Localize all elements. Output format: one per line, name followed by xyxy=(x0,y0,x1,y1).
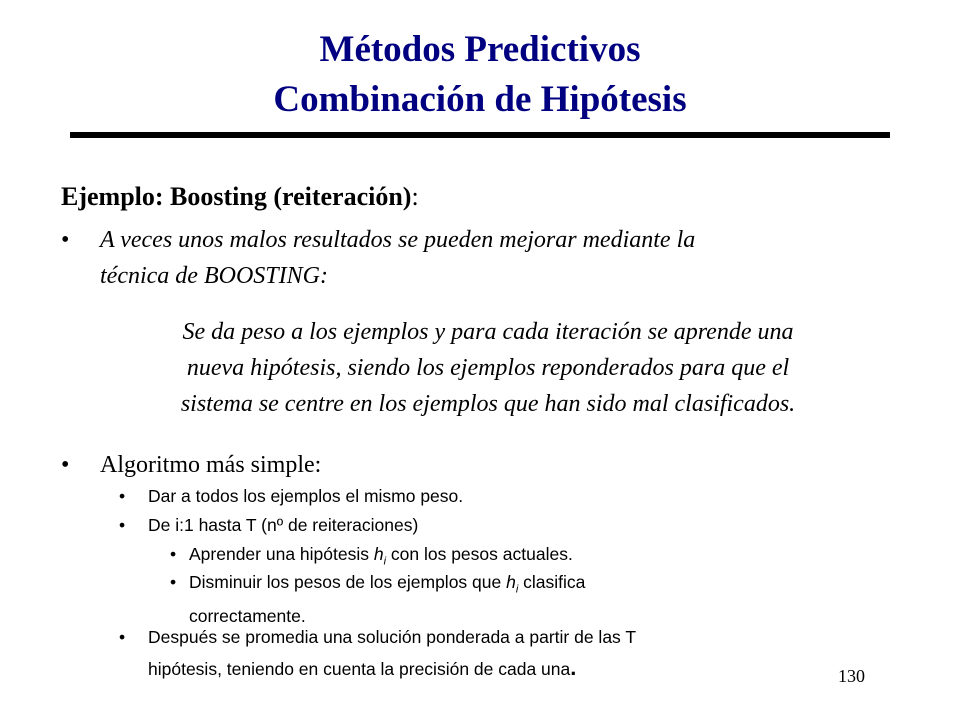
step-3-line1: Después se promedia una solución ponderada a partir de las T xyxy=(148,627,637,647)
step-2b-post: clasifica xyxy=(518,572,586,592)
algorithm-step-1 xyxy=(119,483,463,509)
step-2-text: De i:1 hasta T (nº de reiteraciones) xyxy=(148,515,419,535)
step-3-period: . xyxy=(570,655,577,680)
algorithm-step-3 xyxy=(119,624,839,687)
step-2a-var-sub: i xyxy=(383,555,387,568)
algorithm-heading: Algoritmo más simple: xyxy=(100,452,322,478)
step-2a-pre: Aprender una hipótesis xyxy=(189,544,374,564)
step-2b-line2: correctamente. xyxy=(189,605,306,626)
step-2b-text xyxy=(189,569,770,603)
bullet-icon: • xyxy=(170,572,177,592)
step-3-line2 xyxy=(148,650,839,687)
algorithm-bullet xyxy=(61,449,321,481)
bullet-icon: • xyxy=(119,515,126,535)
step-2b-var xyxy=(506,572,519,596)
intro-bullet xyxy=(61,222,861,294)
step-2a-var xyxy=(373,544,387,568)
step-2b-pre: Disminuir los pesos de los ejemplos que xyxy=(189,572,507,592)
title-divider xyxy=(70,132,890,138)
description-line2: nueva hipótesis, siendo los ejemplos reponderados para que el xyxy=(186,355,790,381)
slide-title-line1: Métodos Predictivos xyxy=(319,29,641,70)
bullet-icon: • xyxy=(61,227,70,253)
algorithm-step-2 xyxy=(119,512,418,538)
step-2a-post: con los pesos actuales. xyxy=(386,544,573,564)
step-2b-var-sub: i xyxy=(515,583,519,596)
description-line3: sistema se centre en los ejemplos que han sido mal clasificados. xyxy=(180,391,796,417)
slide-title-line2: Combinación de Hipótesis xyxy=(273,79,687,120)
boosting-description xyxy=(108,314,868,422)
bullet-icon: • xyxy=(119,627,126,647)
section-heading-text: Ejemplo: Boosting (reiteración) xyxy=(61,182,412,211)
description-line1: Se da peso a los ejemplos y para cada iteración se aprende una xyxy=(182,319,794,345)
bullet-icon: • xyxy=(61,452,70,478)
step-3-line2-text: hipótesis, teniendo en cuenta la precisión de cada una xyxy=(148,659,571,679)
step-2a-var-letter: h xyxy=(373,544,384,564)
step-2b-var-letter: h xyxy=(506,572,516,592)
page-number: 130 xyxy=(838,666,865,686)
step-1-text: Dar a todos los ejemplos el mismo peso. xyxy=(148,486,464,506)
section-heading-colon: : xyxy=(411,182,419,211)
intro-bullet-line2: técnica de BOOSTING: xyxy=(100,263,328,289)
section-heading xyxy=(61,181,419,213)
bullet-icon: • xyxy=(170,544,177,564)
intro-bullet-line1: A veces unos malos resultados se pueden mejorar mediante la xyxy=(100,227,696,253)
bullet-icon: • xyxy=(119,486,126,506)
